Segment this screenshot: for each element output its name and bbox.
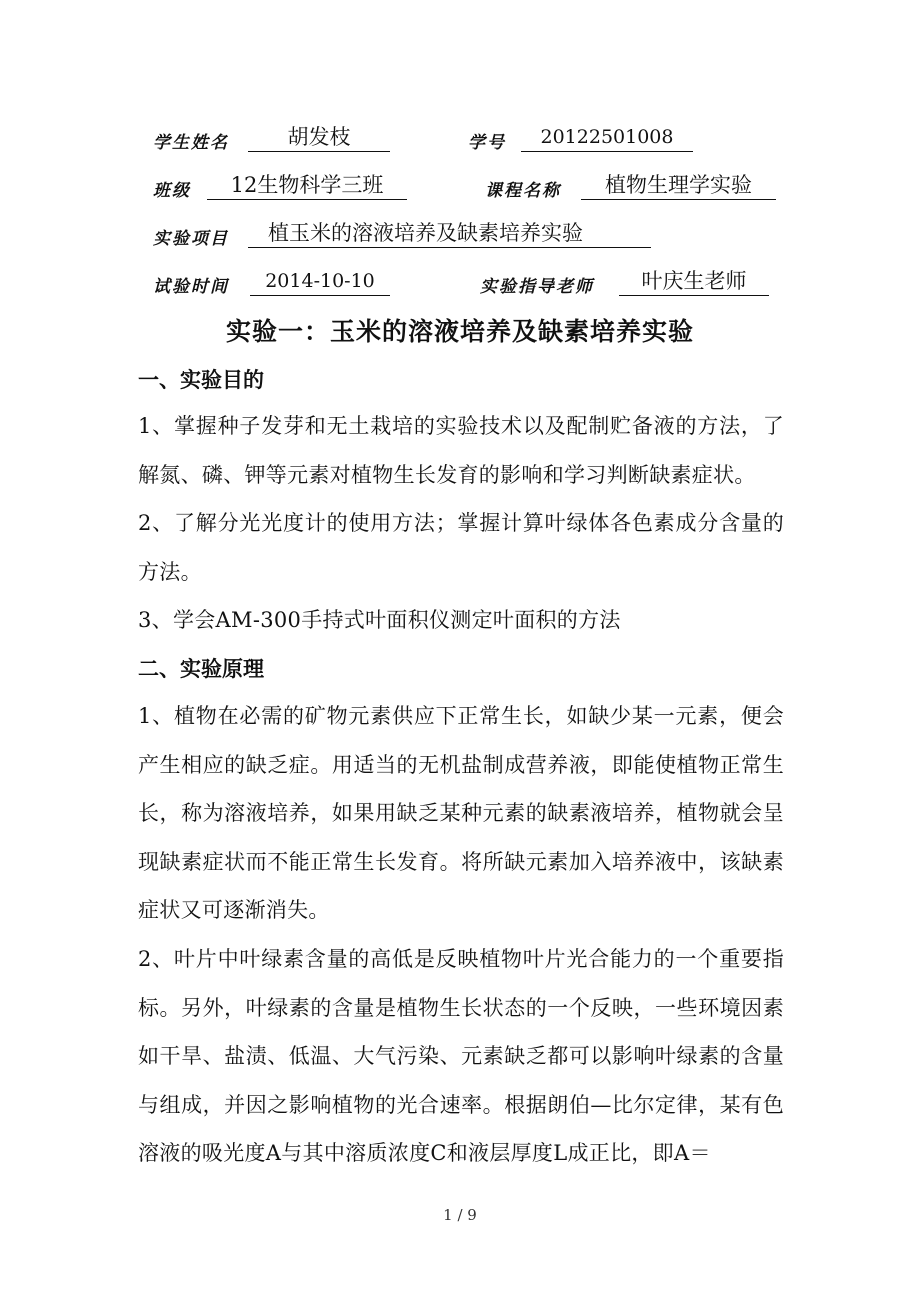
project-label: 实验项目 xyxy=(153,229,229,249)
page-indicator: 1 / 9 xyxy=(443,1206,477,1224)
project-value: 植玉米的溶液培养及缺素培养实验 xyxy=(248,220,651,248)
course-value: 植物生理学实验 xyxy=(581,172,776,200)
document-title: 实验一：玉米的溶液培养及缺素培养实验 xyxy=(225,317,694,346)
section-heading-purpose: 一、实验目的 xyxy=(138,367,264,392)
student-id-label: 学号 xyxy=(468,133,506,153)
info-row-class xyxy=(0,170,920,210)
student-name-label: 学生姓名 xyxy=(153,133,229,153)
section-heading-principle: 二、实验原理 xyxy=(138,656,264,681)
paragraph-principle-1: 1、植物在必需的矿物元素供应下正常生长，如缺少某一元素，便会产生相应的缺乏症。用适当的无机盐制成营养液，即能使植物正常生长，称为溶液培养，如果用缺乏某种元素的缺素液培养，植物就会呈现缺素症状而不能正常生长发育。将所缺元素加入培养液中，该缺素症状又可逐渐消失。 xyxy=(138,704,784,922)
info-row-student xyxy=(0,122,920,162)
info-row-project xyxy=(0,218,920,258)
course-label: 课程名称 xyxy=(485,181,561,201)
class-value: 12生物科学三班 xyxy=(207,172,407,200)
paragraph-purpose-2: 2、了解分光光度计的使用方法；掌握计算叶绿体各色素成分含量的方法。 xyxy=(138,511,784,584)
paragraph-purpose-3: 3、学会AM-300手持式叶面积仪测定叶面积的方法 xyxy=(138,608,621,632)
teacher-value: 叶庆生老师 xyxy=(619,268,769,296)
student-name-value: 胡发枝 xyxy=(248,124,390,152)
paragraph-purpose-1: 1、掌握种子发芽和无土栽培的实验技术以及配制贮备液的方法，了解氮、磷、钾等元素对植物生长发育的影响和学习判断缺素症状。 xyxy=(138,414,784,487)
date-label: 试验时间 xyxy=(153,277,229,297)
info-row-date xyxy=(0,266,920,306)
student-id-value: 20122501008 xyxy=(521,124,693,152)
paragraph-principle-2: 2、叶片中叶绿素含量的高低是反映植物叶片光合能力的一个重要指标。另外，叶绿素的含量是植物生长状态的一个反映，一些环境因素如干旱、盐渍、低温、大气污染、元素缺乏都可以影响叶绿素的含量与组成，并因之影响植物的光合速率。根据朗伯—比尔定律，某有色溶液的吸光度A与其中溶质浓度C和液层厚度L成正比，即A＝ xyxy=(138,947,784,1165)
class-label: 班级 xyxy=(153,181,191,201)
teacher-label: 实验指导老师 xyxy=(480,277,594,297)
date-value: 2014-10-10 xyxy=(250,268,390,296)
